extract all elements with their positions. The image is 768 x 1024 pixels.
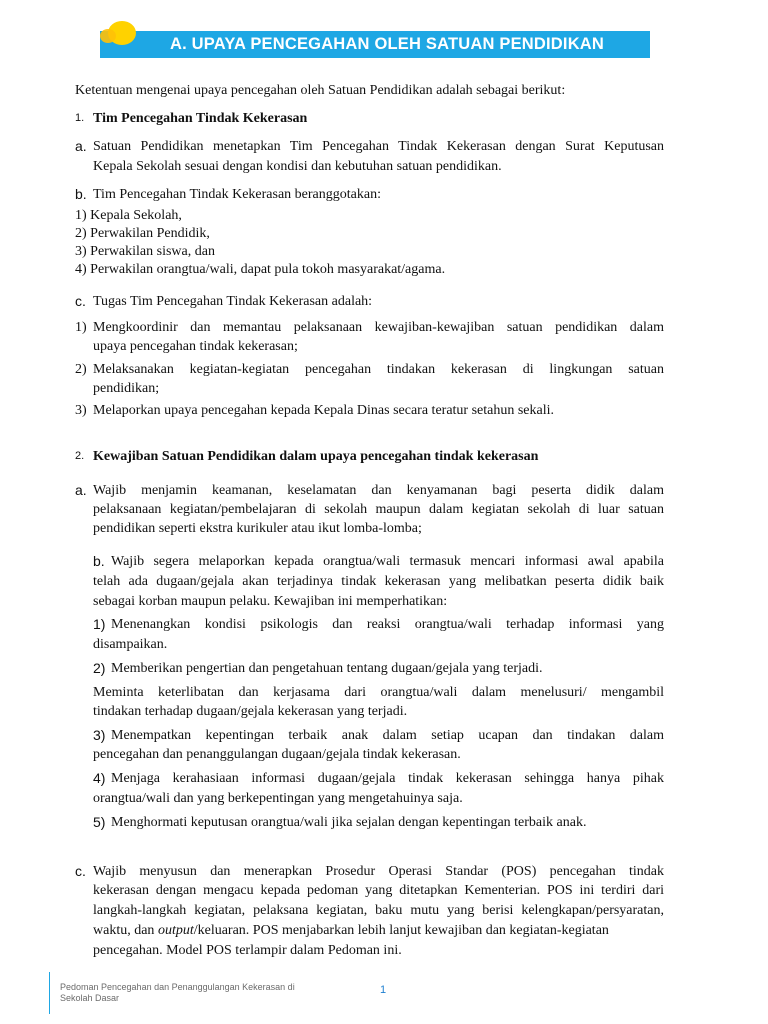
s2-b3-line1: Menempatkan kepentingan terbaik anak dalam setiap ucapan dan tindakan dalam (111, 728, 664, 743)
s2-a-line1: Wajib menjamin keamanan, keselamatan dan kenyamanan bagi peserta didik dalam (93, 483, 664, 498)
s1-b-marker: b. (75, 186, 87, 202)
footer-divider (49, 972, 50, 1014)
s2-b-line3: sebagai korban maupun pelaku. Kewajiban ini memperhatikan: (93, 594, 448, 609)
page-number: 1 (380, 984, 387, 996)
s2-b4-line2: orangtua/wali dan yang berkepentingan yang mengetahuinya saja. (93, 791, 463, 806)
s1-b-text: Tim Pencegahan Tindak Kekerasan beranggotakan: (93, 187, 381, 202)
s2-b2-number: 2) (93, 660, 106, 676)
s1-b-item: 4) Perwakilan orangtua/wali, dapat pula tokoh masyarakat/agama. (75, 262, 446, 277)
section-2-heading: Kewajiban Satuan Pendidikan dalam upaya pencegahan tindak kekerasan (93, 449, 539, 464)
s2-b5-line1: Menghormati keputusan orangtua/wali jika sejalan dengan kepentingan terbaik anak. (111, 815, 587, 830)
s1-c2-line1: Melaksanakan kegiatan-kegiatan pencegahan tindakan kekerasan di lingkungan satuan (93, 362, 664, 377)
s2-a-line3: pendidikan seperti ekstra kurikuler atau ikut lomba-lomba; (93, 521, 422, 536)
s1-a-marker: a. (75, 138, 87, 154)
s2-c-line3: langkah-langkah kegiatan, pelaksana kegiatan, baku mutu yang berisi kelengkapan/persyaratan, (93, 903, 664, 918)
s2-c-line4-part1: waktu, dan (93, 923, 158, 938)
s2-bx-line2: tindakan terhadap dugaan/gejala kekerasan yang terjadi. (93, 704, 408, 719)
s1-b-item: 2) Perwakilan Pendidik, (75, 226, 210, 241)
section-2-number: 2. (75, 450, 85, 462)
s2-b1-line1: Menenangkan kondisi psikologis dan reaksi orangtua/wali terhadap informasi yang (111, 617, 664, 632)
s2-b3-number: 3) (93, 727, 106, 743)
s2-a-line2: pelaksanaan kegiatan/pembelajaran di sekolah maupun dalam kegiatan sekolah di luar satuan (93, 502, 664, 517)
s2-b-line2: telah ada dugaan/gejala akan terjadinya tindak kekerasan yang melibatkan peserta didik baik (93, 574, 664, 589)
s1-c2-number: 2) (75, 362, 87, 377)
s1-c3-number: 3) (75, 403, 87, 418)
s1-c1-line1: Mengkoordinir dan memantau pelaksanaan kewajiban-kewajiban satuan pendidikan dalam (93, 320, 664, 335)
s2-b-line1: Wajib segera melaporkan kepada orangtua/wali termasuk mencari informasi awal apabila (111, 554, 664, 569)
s2-c-marker: c. (75, 863, 86, 879)
s2-c-line5: pencegahan. Model POS terlampir dalam Pedoman ini. (93, 943, 402, 958)
s2-b5-number: 5) (93, 814, 106, 830)
s2-b4-number: 4) (93, 770, 106, 786)
section-title: A. UPAYA PENCEGAHAN OLEH SATUAN PENDIDIKAN (169, 35, 605, 53)
s2-b1-number: 1) (93, 616, 106, 632)
s1-c2-line2: pendidikan; (93, 381, 160, 396)
s1-c1-line2: upaya pencegahan tindak kekerasan; (93, 339, 298, 354)
intro-text: Ketentuan mengenai upaya pencegahan oleh Satuan Pendidikan adalah sebagai berikut: (75, 83, 566, 98)
s1-b-item: 3) Perwakilan siswa, dan (75, 244, 215, 259)
s2-b-marker: b. (93, 553, 105, 569)
s2-b1-line2: disampaikan. (93, 637, 168, 652)
section-banner (100, 31, 650, 58)
section-1-heading: Tim Pencegahan Tindak Kekerasan (93, 111, 308, 126)
s2-bx-line1: Meminta keterlibatan dan kerjasama dari orangtua/wali dalam menelusuri/ mengambil (93, 685, 664, 700)
s2-b3-line2: pencegahan dan penanggulangan dugaan/gejala tindak kekerasan. (93, 747, 461, 762)
s1-c-text: Tugas Tim Pencegahan Tindak Kekerasan adalah: (93, 294, 373, 309)
s1-b-item: 1) Kepala Sekolah, (75, 208, 182, 223)
s2-a-marker: a. (75, 482, 87, 498)
s1-c1-number: 1) (75, 320, 87, 335)
s2-c-line4-part3: /keluaran. POS menjabarkan lebih lanjut kewajiban dan kegiatan-kegiatan (193, 923, 609, 938)
section-1-number: 1. (75, 112, 85, 124)
s2-c-line1: Wajib menyusun dan menerapkan Prosedur Operasi Standar (POS) pencegahan tindak (93, 864, 664, 879)
s2-c-line4 (93, 921, 664, 940)
s2-c-line4-output: output (157, 923, 194, 938)
footer-doc-title: Pedoman Pencegahan dan Penanggulangan Kekerasan di Sekolah Dasar (60, 982, 295, 1003)
s1-a-line1: Satuan Pendidikan menetapkan Tim Pencegahan Tindak Kekerasan dengan Surat Keputusan (93, 139, 664, 154)
s1-c-marker: c. (75, 293, 86, 309)
s1-c3-line1: Melaporkan upaya pencegahan kepada Kepala Dinas secara teratur setahun sekali. (93, 403, 555, 418)
s2-b4-line1: Menjaga kerahasiaan informasi dugaan/gejala tindak kekerasan sehingga hanya pihak (111, 771, 664, 786)
s2-b2-line1: Memberikan pengertian dan pengetahuan tentang dugaan/gejala yang terjadi. (111, 661, 543, 676)
s2-c-line2: kekerasan dengan mengacu kepada pedoman yang ditetapkan Kementerian. POS ini terdiri dari (93, 883, 664, 898)
s1-a-line2: Kepala Sekolah sesuai dengan kondisi dan kebutuhan satuan pendidikan. (93, 159, 502, 174)
